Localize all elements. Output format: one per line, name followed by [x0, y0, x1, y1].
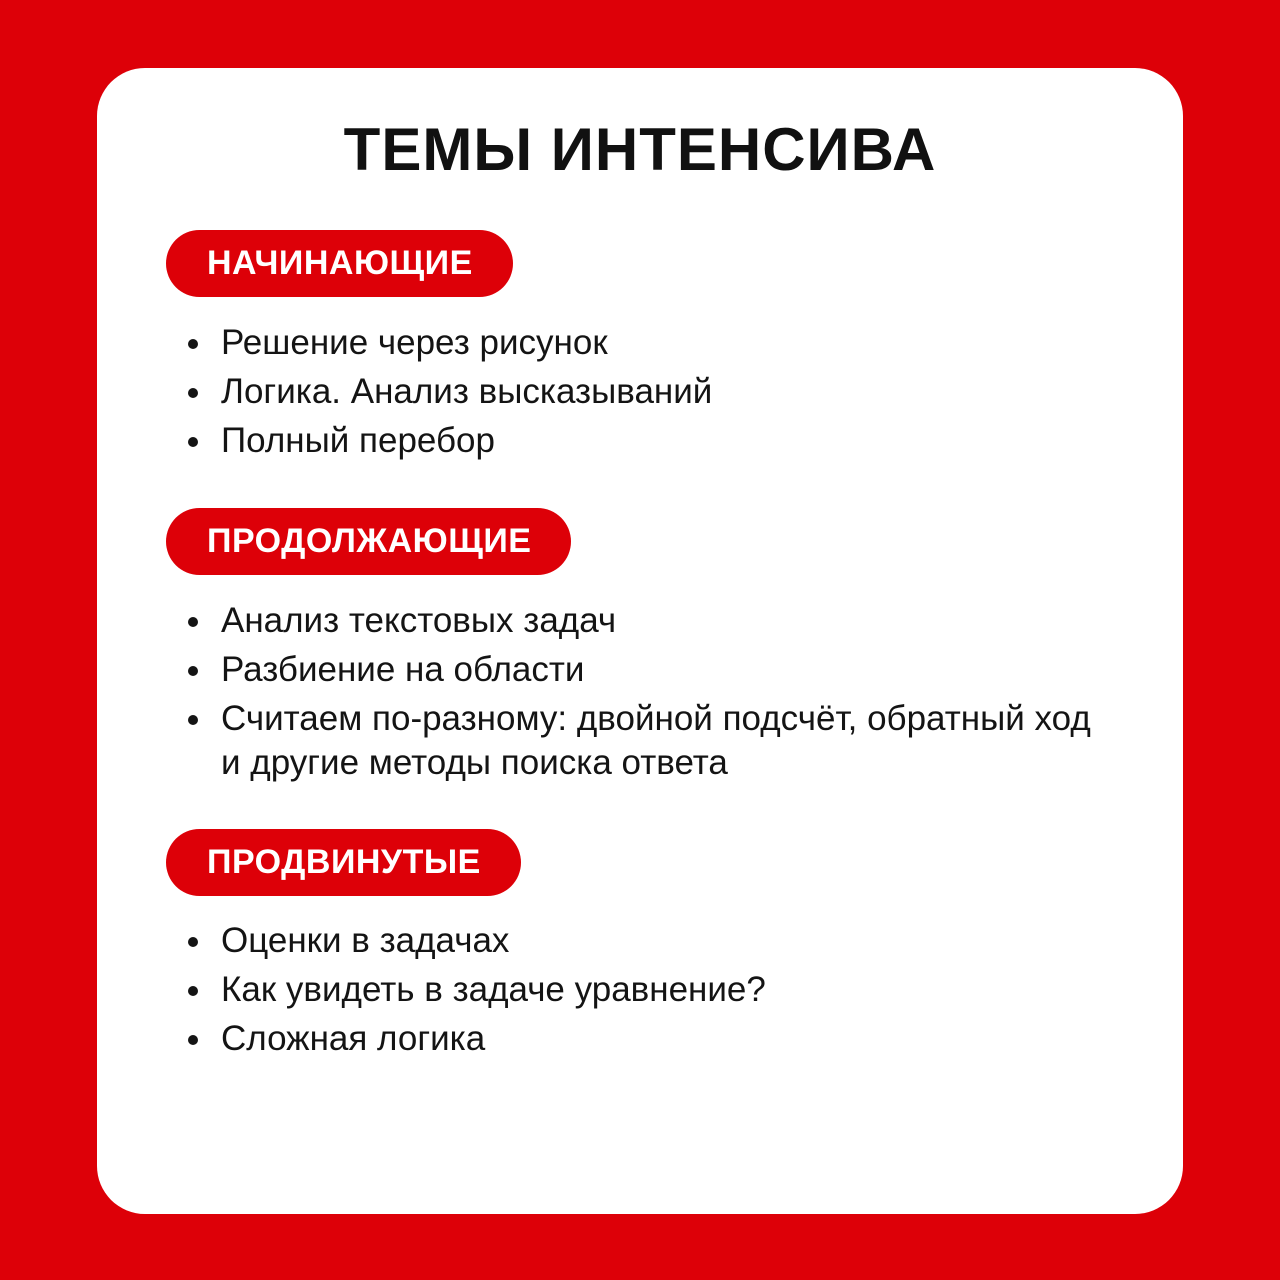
list-item [186, 648, 1116, 692]
section-label-beginners: НАЧИНАЮЩИЕ [166, 230, 513, 297]
bullet-icon [188, 937, 198, 947]
list-item [186, 697, 1116, 785]
topic-list-advanced [186, 919, 1116, 1066]
topic-list-beginners [186, 321, 1116, 468]
topic-text: Сложная логика [221, 1019, 486, 1058]
topic-text: Решение через рисунок [221, 323, 608, 362]
topic-text: Анализ текстовых задач [221, 601, 617, 640]
bullet-icon [188, 1035, 198, 1045]
topic-text: Полный перебор [221, 421, 495, 460]
bullet-icon [188, 388, 198, 398]
list-item [186, 1017, 1116, 1061]
list-item [186, 321, 1116, 365]
section-continuing [166, 508, 1091, 782]
topic-text: Логика. Анализ высказываний [221, 372, 713, 411]
list-item [186, 419, 1116, 463]
bullet-icon [188, 715, 198, 725]
section-beginners [166, 230, 713, 460]
section-advanced [166, 829, 766, 1058]
topic-text: Считаем по-разному: двойной подсчёт, обратный ход и другие методы поиска ответа [221, 699, 1091, 782]
topic-list-continuing [186, 599, 1116, 790]
list-item [186, 370, 1116, 414]
bullet-icon [188, 617, 198, 627]
list-item [186, 968, 1116, 1012]
page-title: ТЕМЫ ИНТЕНСИВА [343, 116, 937, 183]
bullet-icon [188, 986, 198, 996]
section-label-continuing: ПРОДОЛЖАЮЩИЕ [166, 508, 571, 575]
list-item [186, 919, 1116, 963]
section-label-advanced: ПРОДВИНУТЫЕ [166, 829, 521, 896]
bullet-icon [188, 666, 198, 676]
topic-text: Как увидеть в задаче уравнение? [221, 970, 766, 1009]
list-item [186, 599, 1116, 643]
topic-text: Разбиение на области [221, 650, 585, 689]
topic-text: Оценки в задачах [221, 921, 510, 960]
bullet-icon [188, 339, 198, 349]
bullet-icon [188, 437, 198, 447]
